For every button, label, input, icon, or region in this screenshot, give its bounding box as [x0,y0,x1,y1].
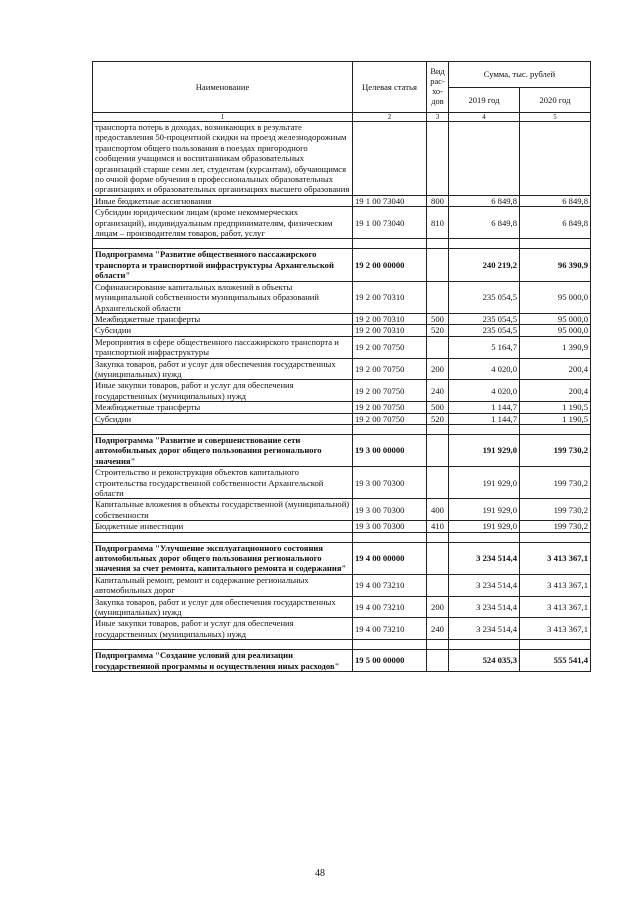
target-article-cell: 19 4 00 73210 [353,574,427,596]
expense-type-cell [427,650,449,672]
target-article-cell: 19 3 00 70300 [353,521,427,532]
empty-cell [427,239,449,249]
row-name-cell: Межбюджетные трансферты [93,313,353,324]
expense-type-cell: 520 [427,413,449,424]
subprogram-row [93,249,591,281]
target-article-cell: 19 2 00 70310 [353,325,427,336]
row-name-cell: Подпрограмма "Создание условий для реализации государственной программы и осуществления иных расходов" [93,650,353,672]
row-name-cell: Капитальный ремонт, ремонт и содержание региональных автомобильных дорог [93,574,353,596]
amount-2020-cell: 95 000,0 [520,325,591,336]
expense-type-cell: 240 [427,380,449,402]
amount-2019-cell: 4 020,0 [449,380,520,402]
amount-2019-cell: 6 849,8 [449,207,520,239]
row-name-cell: Софинансирование капитальных вложений в объекты муниципальной собственности муниципальных образований Архангельской области [93,281,353,313]
table-row [93,281,591,313]
amount-2020-cell: 96 390,9 [520,249,591,281]
subprogram-row [93,542,591,574]
empty-cell [520,640,591,650]
row-name-cell: Иные закупки товаров, работ и услуг для обеспечения государственных (муниципальных) нужд [93,618,353,640]
table-row [93,122,591,196]
expense-type-cell [427,467,449,499]
expense-type-cell: 520 [427,325,449,336]
empty-cell [520,424,591,434]
table-row [93,618,591,640]
column-number: 5 [520,113,591,122]
target-article-cell: 19 3 00 70300 [353,499,427,521]
expense-type-cell [427,122,449,196]
target-article-cell: 19 3 00 70300 [353,467,427,499]
target-article-cell: 19 2 00 70750 [353,336,427,358]
page-number: 48 [315,868,325,879]
target-article-cell: 19 1 00 73040 [353,195,427,206]
amount-2019-cell: 191 929,0 [449,521,520,532]
empty-cell [93,239,353,249]
target-article-cell: 19 2 00 70310 [353,281,427,313]
column-number: 3 [427,113,449,122]
amount-2019-cell: 3 234 514,4 [449,542,520,574]
row-name-cell: Закупка товаров, работ и услуг для обеспечения государственных (муниципальных) нужд [93,358,353,380]
amount-2020-cell: 6 849,8 [520,207,591,239]
table-body [93,122,591,672]
empty-cell [353,239,427,249]
target-article-cell: 19 2 00 70750 [353,380,427,402]
expense-type-cell: 200 [427,596,449,618]
column-number-row [93,113,591,122]
amount-2020-cell: 200,4 [520,358,591,380]
row-name-cell: Строительство и реконструкция объектов капитального строительства государственной собственности Архангельской области [93,467,353,499]
empty-cell [520,532,591,542]
amount-2019-cell: 6 849,8 [449,195,520,206]
expense-type-cell: 500 [427,402,449,413]
expense-type-cell: 800 [427,195,449,206]
amount-2019-cell: 191 929,0 [449,499,520,521]
expense-type-cell [427,434,449,466]
amount-2020-cell: 555 541,4 [520,650,591,672]
table-row [93,521,591,532]
amount-2019-cell: 1 144,7 [449,413,520,424]
target-article-cell: 19 1 00 73040 [353,207,427,239]
target-article-cell: 19 3 00 00000 [353,434,427,466]
amount-2019-cell: 235 054,5 [449,281,520,313]
spacer-row [93,424,591,434]
table-row [93,207,591,239]
target-article-cell: 19 2 00 70750 [353,358,427,380]
amount-2019-cell: 3 234 514,4 [449,574,520,596]
row-name-cell: Иные бюджетные ассигнования [93,195,353,206]
amount-2020-cell: 199 730,2 [520,499,591,521]
table-row [93,402,591,413]
row-name-cell: Подпрограмма "Развитие и совершенствование сети автомобильных дорог общего пользования регионального значения" [93,434,353,466]
table-row [93,336,591,358]
expense-type-cell: 410 [427,521,449,532]
table-row [93,325,591,336]
table-row [93,467,591,499]
expense-type-cell: 500 [427,313,449,324]
table-row [93,413,591,424]
table-row [93,358,591,380]
row-name-cell: Подпрограмма "Улучшение эксплуатационного состояния автомобильных дорог общего пользования регионального значения за счет ремонта, капитального ремонта и содержания" [93,542,353,574]
empty-cell [93,532,353,542]
amount-2019-cell: 4 020,0 [449,358,520,380]
header-target-article: Целевая статья [353,62,427,113]
amount-2020-cell: 95 000,0 [520,281,591,313]
amount-2020-cell: 199 730,2 [520,467,591,499]
expense-type-cell [427,336,449,358]
column-number: 4 [449,113,520,122]
column-number: 2 [353,113,427,122]
amount-2019-cell: 1 144,7 [449,402,520,413]
amount-2020-cell: 3 413 367,1 [520,618,591,640]
amount-2020-cell: 95 000,0 [520,313,591,324]
row-name-cell: Межбюджетные трансферты [93,402,353,413]
expense-type-cell [427,574,449,596]
empty-cell [93,640,353,650]
amount-2020-cell: 3 413 367,1 [520,574,591,596]
row-name-cell: Мероприятия в сфере общественного пассажирского транспорта и транспортной инфраструктуры [93,336,353,358]
empty-cell [427,532,449,542]
expense-type-cell [427,281,449,313]
target-article-cell: 19 5 00 00000 [353,650,427,672]
header-name: Наименование [93,62,353,113]
target-article-cell [353,122,427,196]
amount-2019-cell: 235 054,5 [449,313,520,324]
amount-2019-cell: 240 219,2 [449,249,520,281]
subprogram-row [93,650,591,672]
spacer-row [93,532,591,542]
amount-2020-cell: 3 413 367,1 [520,596,591,618]
target-article-cell: 19 2 00 70750 [353,413,427,424]
subprogram-row [93,434,591,466]
row-name-cell: Закупка товаров, работ и услуг для обеспечения государственных (муниципальных) нужд [93,596,353,618]
expense-type-cell: 240 [427,618,449,640]
amount-2020-cell: 3 413 367,1 [520,542,591,574]
expense-type-cell [427,542,449,574]
table-row [93,195,591,206]
row-name-cell: Иные закупки товаров, работ и услуг для обеспечения государственных (муниципальных) нужд [93,380,353,402]
target-article-cell: 19 4 00 00000 [353,542,427,574]
header-year-2020: 2020 год [520,87,591,113]
target-article-cell: 19 2 00 00000 [353,249,427,281]
table-header [93,62,591,122]
empty-cell [520,239,591,249]
amount-2020-cell: 200,4 [520,380,591,402]
spacer-row [93,640,591,650]
expense-type-cell: 400 [427,499,449,521]
amount-2020-cell [520,122,591,196]
spacer-row [93,239,591,249]
table-row [93,313,591,324]
amount-2020-cell: 1 190,5 [520,413,591,424]
amount-2020-cell: 1 390,9 [520,336,591,358]
header-expense-type: Вид рас-хо-дов [427,62,449,113]
expense-type-cell [427,249,449,281]
header-sum: Сумма, тыс. рублей [449,62,591,88]
amount-2019-cell: 3 234 514,4 [449,596,520,618]
amount-2019-cell: 524 035,3 [449,650,520,672]
table-row [93,574,591,596]
empty-cell [449,532,520,542]
amount-2020-cell: 6 849,8 [520,195,591,206]
amount-2019-cell [449,122,520,196]
empty-cell [449,640,520,650]
amount-2019-cell: 5 164,7 [449,336,520,358]
row-name-cell: Капитальные вложения в объекты государственной (муниципальной) собственности [93,499,353,521]
target-article-cell: 19 2 00 70310 [353,313,427,324]
table-row [93,499,591,521]
amount-2019-cell: 235 054,5 [449,325,520,336]
table-row [93,596,591,618]
amount-2019-cell: 191 929,0 [449,434,520,466]
amount-2019-cell: 191 929,0 [449,467,520,499]
amount-2020-cell: 199 730,2 [520,521,591,532]
target-article-cell: 19 4 00 73210 [353,596,427,618]
empty-cell [93,424,353,434]
empty-cell [353,424,427,434]
empty-cell [427,640,449,650]
empty-cell [353,640,427,650]
expense-type-cell: 200 [427,358,449,380]
row-name-cell: транспорта потерь в доходах, возникающих в результате предоставления 50-процентной скидки на проезд железнодорожным транспортом общего пользования в поездах пригородного сообщения учащимся и воспитанникам образовательных организаций старше семи лет, студентам (курсантам), обучающимся по очной форме обучения в профессиональных образовательных организациях и образовательных организациях высшего образования [93,122,353,196]
amount-2020-cell: 199 730,2 [520,434,591,466]
row-name-cell: Субсидии юридическим лицам (кроме некоммерческих организаций), индивидуальным предпринимателям, физическим лицам – производителям товаров, работ, услуг [93,207,353,239]
row-name-cell: Субсидии [93,413,353,424]
expense-type-cell: 810 [427,207,449,239]
empty-cell [353,532,427,542]
table-row [93,380,591,402]
amount-2020-cell: 1 190,5 [520,402,591,413]
amount-2019-cell: 3 234 514,4 [449,618,520,640]
empty-cell [449,424,520,434]
budget-table [92,61,591,672]
empty-cell [427,424,449,434]
row-name-cell: Подпрограмма "Развитие общественного пассажирского транспорта и транспортной инфраструктуры Архангельской области" [93,249,353,281]
target-article-cell: 19 4 00 73210 [353,618,427,640]
row-name-cell: Бюджетные инвестиции [93,521,353,532]
column-number: 1 [93,113,353,122]
empty-cell [449,239,520,249]
header-year-2019: 2019 год [449,87,520,113]
row-name-cell: Субсидии [93,325,353,336]
target-article-cell: 19 2 00 70750 [353,402,427,413]
